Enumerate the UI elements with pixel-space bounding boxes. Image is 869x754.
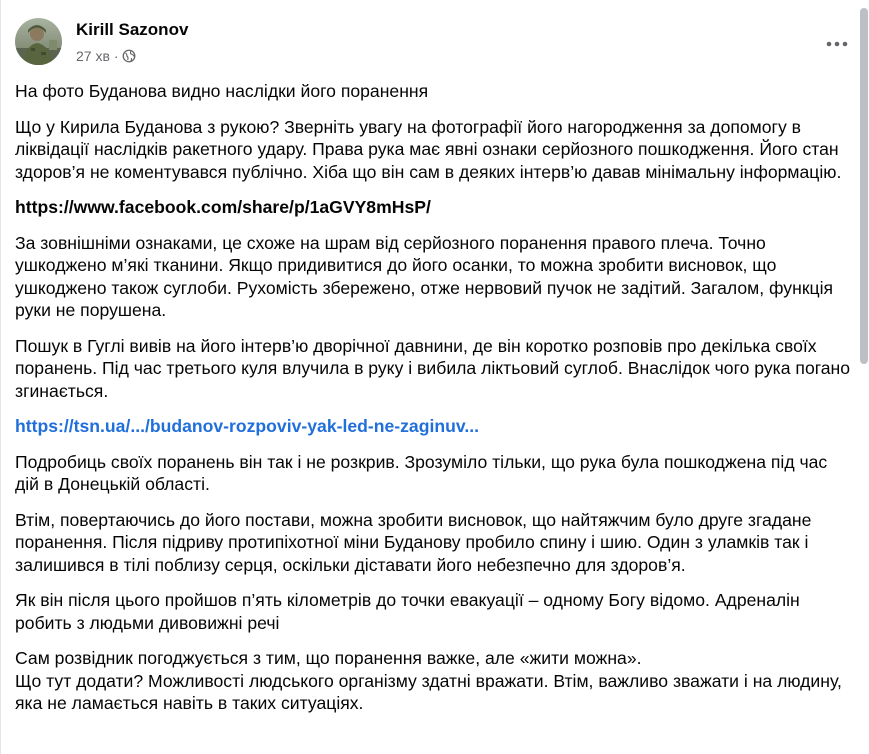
meta-separator: · [113,48,119,64]
link-paragraph [15,196,855,219]
post-timestamp[interactable]: 27 хв [76,48,110,64]
post-body [15,80,855,728]
scrollbar[interactable] [857,0,869,754]
link-paragraph [15,415,855,438]
post-paragraph: Як він після цього пройшов п’ять кілометрів до точки евакуації – одному Богу відомо. Адреналін робить з людьми дивовижні речі [15,590,800,633]
post-paragraph: Що у Кирила Буданова з рукою? Зверніть увагу на фотографії його нагородження за допомогу в ліквідації наслідків ракетного удару. Права рука має явні ознаки серйозного пошкодження. Його стан здоров’я не коментувався публічно. Хіба що він сам в деяких інтерв’ю давав мінімальну інформацію. [15,116,842,182]
post-headline: На фото Буданова видно наслідки його поранення [15,81,429,101]
post-paragraph: Сам розвідник погоджується з тим, що поранення важке, але «жити можна». [15,648,642,668]
globe-icon [122,49,136,63]
more-options-button[interactable] [819,26,855,62]
more-horizontal-icon [825,41,849,47]
post-paragraph: Подробиць своїх поранень він так і не розкрив. Зрозуміло тільки, що рука була пошкоджена під час дій в Донецькій області. [15,451,828,494]
post-paragraph: Що тут додати? Можливості людського організму здатні вражати. Втім, важливо зважати і на людину, яка не ламається навіть в таких ситуаціях. [15,670,842,713]
tsn-article-link[interactable]: https://tsn.ua/.../budanov-rozpoviv-yak-led-ne-zaginuv... [15,416,479,436]
post-paragraph: За зовнішніми ознаками, це схоже на шрам від серйозного поранення правого плеча. Точно ушкоджено м’які тканини. Якщо придивитися до його осанки, то можна зробити висновок, що ушкоджено також суглоби. Рухомість збережено, отже нервовий пучок не задітий. Загалом, функція руки не порушена. [15,232,834,320]
post-header [1,0,869,80]
post-paragraph: Пошук в Гуглі вивів на його інтерв’ю дворічної давнини, де він коротко розповів про декілька своїх поранень. Під час третього куля влучила в руку і вибила ліктьовий суглоб. Внаслідок чого рука погано згинається. [15,335,851,401]
avatar-photo [15,18,62,65]
facebook-share-link[interactable]: https://www.facebook.com/share/p/1aGVY8mHsP/ [15,197,431,217]
scrollbar-thumb[interactable] [860,8,868,364]
post-paragraph: Втім, повертаючись до його постави, можна зробити висновок, що найтяжчим було друге згадане поранення. Після підриву протипіхотної міни Буданову пробило спину і шию. Один з уламків так і залишився в тілі поблизу серця, оскільки діставати його небезпечно для здоров’я. [15,509,812,575]
author-avatar[interactable] [15,18,62,65]
author-name[interactable]: Kirill Sazonov [76,20,189,39]
post-meta [76,46,136,66]
